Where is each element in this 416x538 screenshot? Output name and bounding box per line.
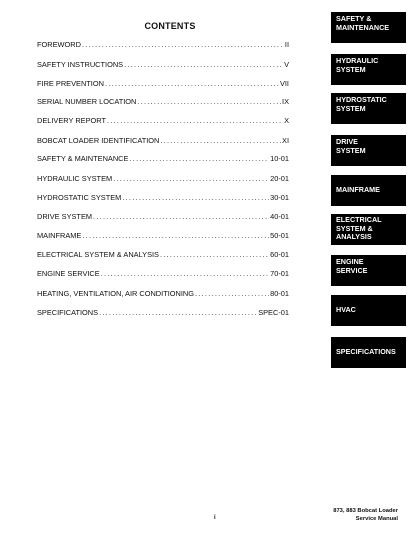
toc-leader-dots: [82, 40, 284, 49]
toc-entry[interactable]: [37, 97, 289, 109]
toc-entry-page: 70-01: [270, 269, 289, 278]
section-tab[interactable]: [331, 175, 406, 206]
toc-entry-label: MAINFRAME: [37, 231, 82, 240]
section-tab-label: ELECTRICAL: [336, 215, 382, 224]
section-tab[interactable]: [331, 135, 406, 166]
footer-manual-line-2: Service Manual: [355, 515, 398, 522]
toc-entry-label: SAFETY INSTRUCTIONS: [37, 60, 124, 69]
toc-entry-page: XI: [282, 136, 289, 145]
toc-entry[interactable]: [37, 289, 289, 301]
toc-entry-page: VII: [279, 79, 289, 88]
toc-entry[interactable]: [37, 60, 289, 72]
section-tab-label: SPECIFICATIONS: [336, 347, 396, 356]
toc-entry-label: ELECTRICAL SYSTEM & ANALYSIS: [37, 250, 159, 259]
toc-entry-label: FOREWORD: [37, 40, 81, 49]
toc-entry-page: SPEC-01: [258, 308, 289, 317]
section-tab[interactable]: [331, 295, 406, 326]
toc-entry-label: DRIVE SYSTEM: [37, 212, 93, 221]
toc-entry[interactable]: [37, 212, 289, 224]
toc-entry-label: HYDROSTATIC SYSTEM: [37, 193, 122, 202]
section-tab-label: SYSTEM: [336, 64, 366, 74]
toc-entry[interactable]: [37, 136, 289, 148]
toc-entry[interactable]: [37, 308, 289, 320]
section-tab-label: SYSTEM: [336, 103, 366, 113]
section-tab-label: HYDROSTATIC: [336, 95, 387, 104]
toc-entry-page: 50-01: [270, 231, 289, 240]
contents-title: CONTENTS: [144, 21, 196, 31]
footer-manual-title: [333, 508, 398, 523]
toc-entry-page: 40-01: [270, 212, 289, 221]
footer-page-number: i: [214, 515, 216, 521]
toc-entry-label: SAFETY & MAINTENANCE: [37, 154, 129, 163]
section-tab-label: ANALYSIS: [336, 232, 372, 241]
toc-leader-dots: [195, 289, 269, 298]
section-tab-label: SAFETY &: [336, 14, 372, 23]
toc-entry-label: HYDRAULIC SYSTEM: [37, 174, 113, 183]
section-tab-label: SYSTEM &: [336, 223, 373, 233]
toc-entry[interactable]: [37, 250, 289, 262]
section-tab[interactable]: [331, 93, 406, 124]
toc-entry[interactable]: [37, 193, 289, 205]
toc-leader-dots: [99, 308, 257, 317]
toc-entry-page: V: [284, 60, 289, 69]
toc-entry-page: 80-01: [270, 289, 289, 298]
toc-entry-page: II: [284, 40, 289, 49]
section-tab[interactable]: [331, 12, 406, 43]
toc-entry-page: X: [284, 116, 289, 125]
toc-entry[interactable]: [37, 174, 289, 186]
section-tab-label: MAINTENANCE: [336, 22, 390, 32]
toc-leader-dots: [124, 60, 283, 69]
section-tab-label: MAINFRAME: [336, 185, 380, 194]
footer-manual-line-1: 873, 883 Bobcat Loader: [333, 508, 398, 514]
section-tab-label: HVAC: [336, 305, 356, 314]
toc-entry[interactable]: [37, 269, 289, 281]
section-tab-label: DRIVE: [336, 137, 358, 146]
toc-entry-page: 30-01: [270, 193, 289, 202]
toc-entry-page: 20-01: [270, 174, 289, 183]
toc-entry[interactable]: [37, 116, 289, 128]
toc-entry-label: HEATING, VENTILATION, AIR CONDITIONING: [37, 289, 194, 298]
section-tab-label: SERVICE: [336, 265, 368, 275]
toc-entry-label: FIRE PREVENTION: [37, 79, 104, 88]
toc-leader-dots: [107, 116, 283, 125]
toc-leader-dots: [82, 231, 269, 240]
toc-entry-page: 60-01: [270, 250, 289, 259]
toc-leader-dots: [137, 97, 281, 106]
toc-entry-label: BOBCAT LOADER IDENTIFICATION: [37, 136, 160, 145]
toc-entry-label: SPECIFICATIONS: [37, 308, 99, 317]
toc-leader-dots: [101, 269, 269, 278]
toc-entry-label: ENGINE SERVICE: [37, 269, 100, 278]
toc-entry-page: 10-01: [270, 154, 289, 163]
section-tab[interactable]: [331, 54, 406, 85]
toc-leader-dots: [129, 154, 269, 163]
toc-leader-dots: [113, 174, 269, 183]
toc-entry-label: SERIAL NUMBER LOCATION: [37, 97, 137, 106]
toc-entry-label: DELIVERY REPORT: [37, 116, 107, 125]
toc-entry[interactable]: [37, 79, 289, 91]
section-tab[interactable]: [331, 214, 406, 245]
toc-entry[interactable]: [37, 40, 289, 52]
toc-leader-dots: [105, 79, 279, 88]
section-tab[interactable]: [331, 337, 406, 368]
toc-entry[interactable]: [37, 231, 289, 243]
section-tab[interactable]: [331, 255, 406, 286]
toc-leader-dots: [160, 250, 269, 259]
section-tab-label: SYSTEM: [336, 145, 366, 155]
section-tab-label: HYDRAULIC: [336, 56, 379, 65]
toc-entry[interactable]: [37, 154, 289, 166]
toc-leader-dots: [160, 136, 281, 145]
toc-leader-dots: [122, 193, 269, 202]
toc-entry-page: IX: [282, 97, 289, 106]
section-tab-label: ENGINE: [336, 257, 364, 266]
toc-leader-dots: [93, 212, 269, 221]
